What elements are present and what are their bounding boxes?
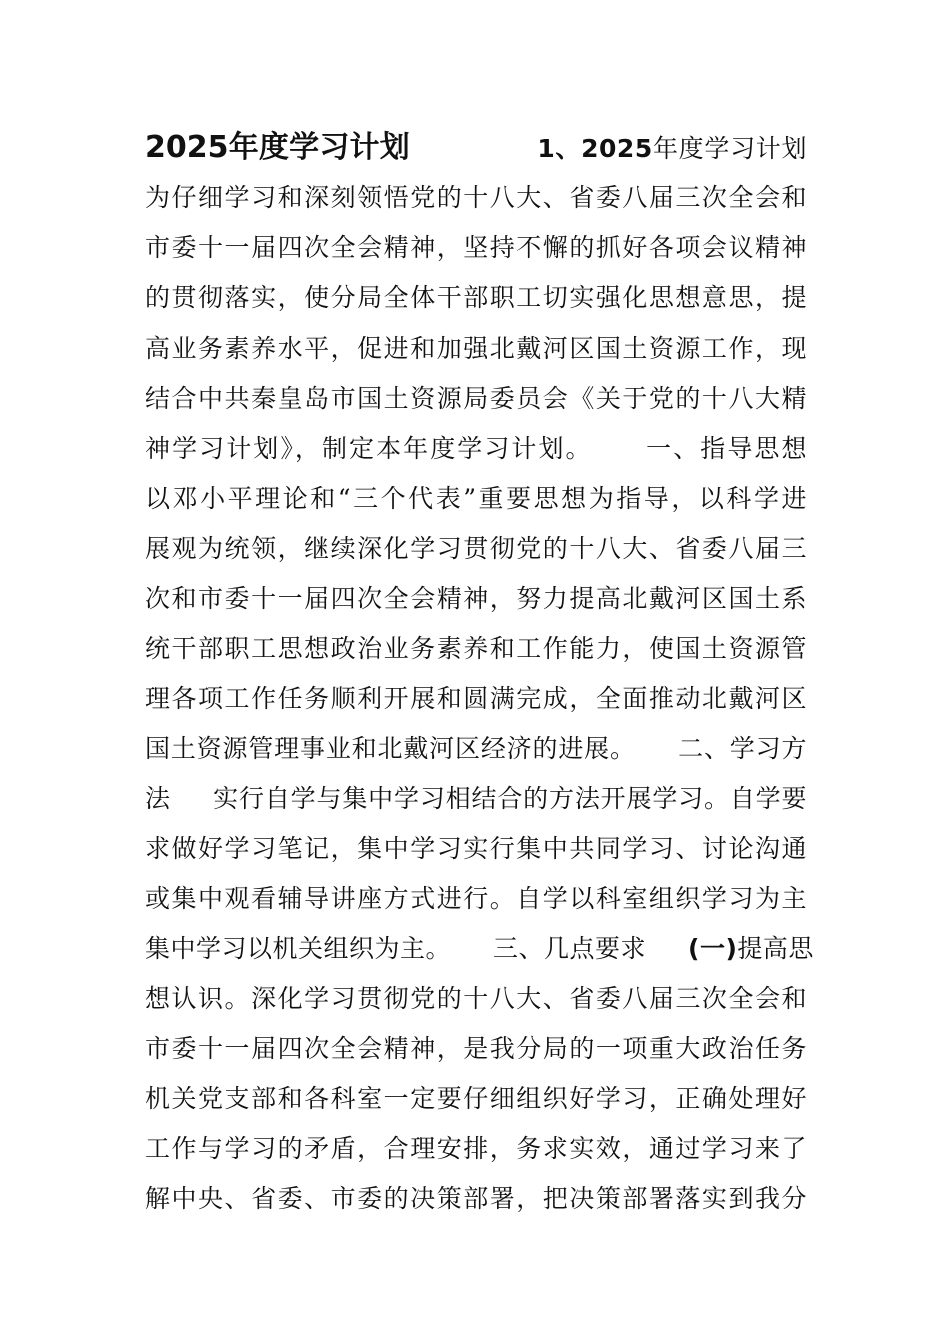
document-header-line: [145, 130, 808, 165]
paragraph-line: 工作与学习的矛盾，合理安排，务求实效，通过学习来了: [145, 1134, 807, 1163]
paragraph-line: 市委十一届四次全会精神，坚持不懈的抓好各项会议精神: [145, 233, 807, 262]
section-heading: 二、学习方: [677, 734, 807, 763]
paragraph-line: 想认识。深化学习贯彻党的十八大、省委八届三次全会和: [145, 984, 807, 1013]
paragraph-line: 高业务素养水平，促进和加强北戴河区国土资源工作，现: [145, 334, 807, 363]
paragraph-line: 解中央、省委、市委的决策部署，把决策部署落实到我分: [145, 1184, 807, 1213]
text-segment: 实行自学与集中学习相结合的方法开展学习。自学要: [212, 784, 807, 813]
section-heading: 法: [145, 784, 171, 813]
paragraph-line: 理各项工作任务顺利开展和圆满完成，全面推动北戴河区: [145, 684, 807, 713]
paragraph-line: [145, 734, 807, 764]
paragraph-line: 求做好学习笔记，集中学习实行集中共同学习、讨论沟通: [145, 834, 807, 863]
paragraph-line: 展观为统领，继续深化学习贯彻党的十八大、省委八届三: [145, 534, 807, 563]
section-heading: 三、几点要求: [493, 934, 647, 963]
paragraph-line: 次和市委十一届四次全会精神，努力提高北戴河区国土系: [145, 584, 807, 613]
paragraph-line: 的贯彻落实，使分局全体干部职工切实强化思想意思，提: [145, 283, 807, 312]
section-number: 1、2025: [537, 134, 653, 163]
section-heading: 一、指导思想: [644, 434, 807, 463]
paragraph-line: 或集中观看辅导讲座方式进行。自学以科室组织学习为主: [145, 884, 807, 913]
subsection-heading: 提高思: [737, 934, 814, 963]
paragraph-line: [145, 784, 807, 814]
document-title: 2025年度学习计划: [145, 130, 410, 165]
paragraph-line: 以邓小平理论和“三个代表”重要思想为指导，以科学进: [145, 484, 807, 513]
paragraph-line: 为仔细学习和深刻领悟党的十八大、省委八届三次全会和: [145, 183, 807, 212]
subsection-number: (一): [688, 934, 738, 963]
paragraph-line: 结合中共秦皇岛市国土资源局委员会《关于党的十八大精: [145, 384, 807, 413]
paragraph-line: 统干部职工思想政治业务素养和工作能力，使国土资源管: [145, 634, 807, 663]
text-segment: 集中学习以机关组织为主。: [145, 934, 452, 963]
paragraph-line: 市委十一届四次全会精神，是我分局的一项重大政治任务: [145, 1034, 807, 1063]
text-segment: 国土资源管理事业和北戴河区经济的进展。: [145, 734, 636, 763]
paragraph-line: [145, 434, 807, 464]
text-segment: 神学习计划》，制定本年度学习计划。: [145, 434, 593, 463]
text-segment: 年度学习计划: [652, 134, 808, 163]
paragraph-line: 机关党支部和各科室一定要仔细组织好学习，正确处理好: [145, 1084, 807, 1113]
paragraph-line: [145, 934, 814, 964]
